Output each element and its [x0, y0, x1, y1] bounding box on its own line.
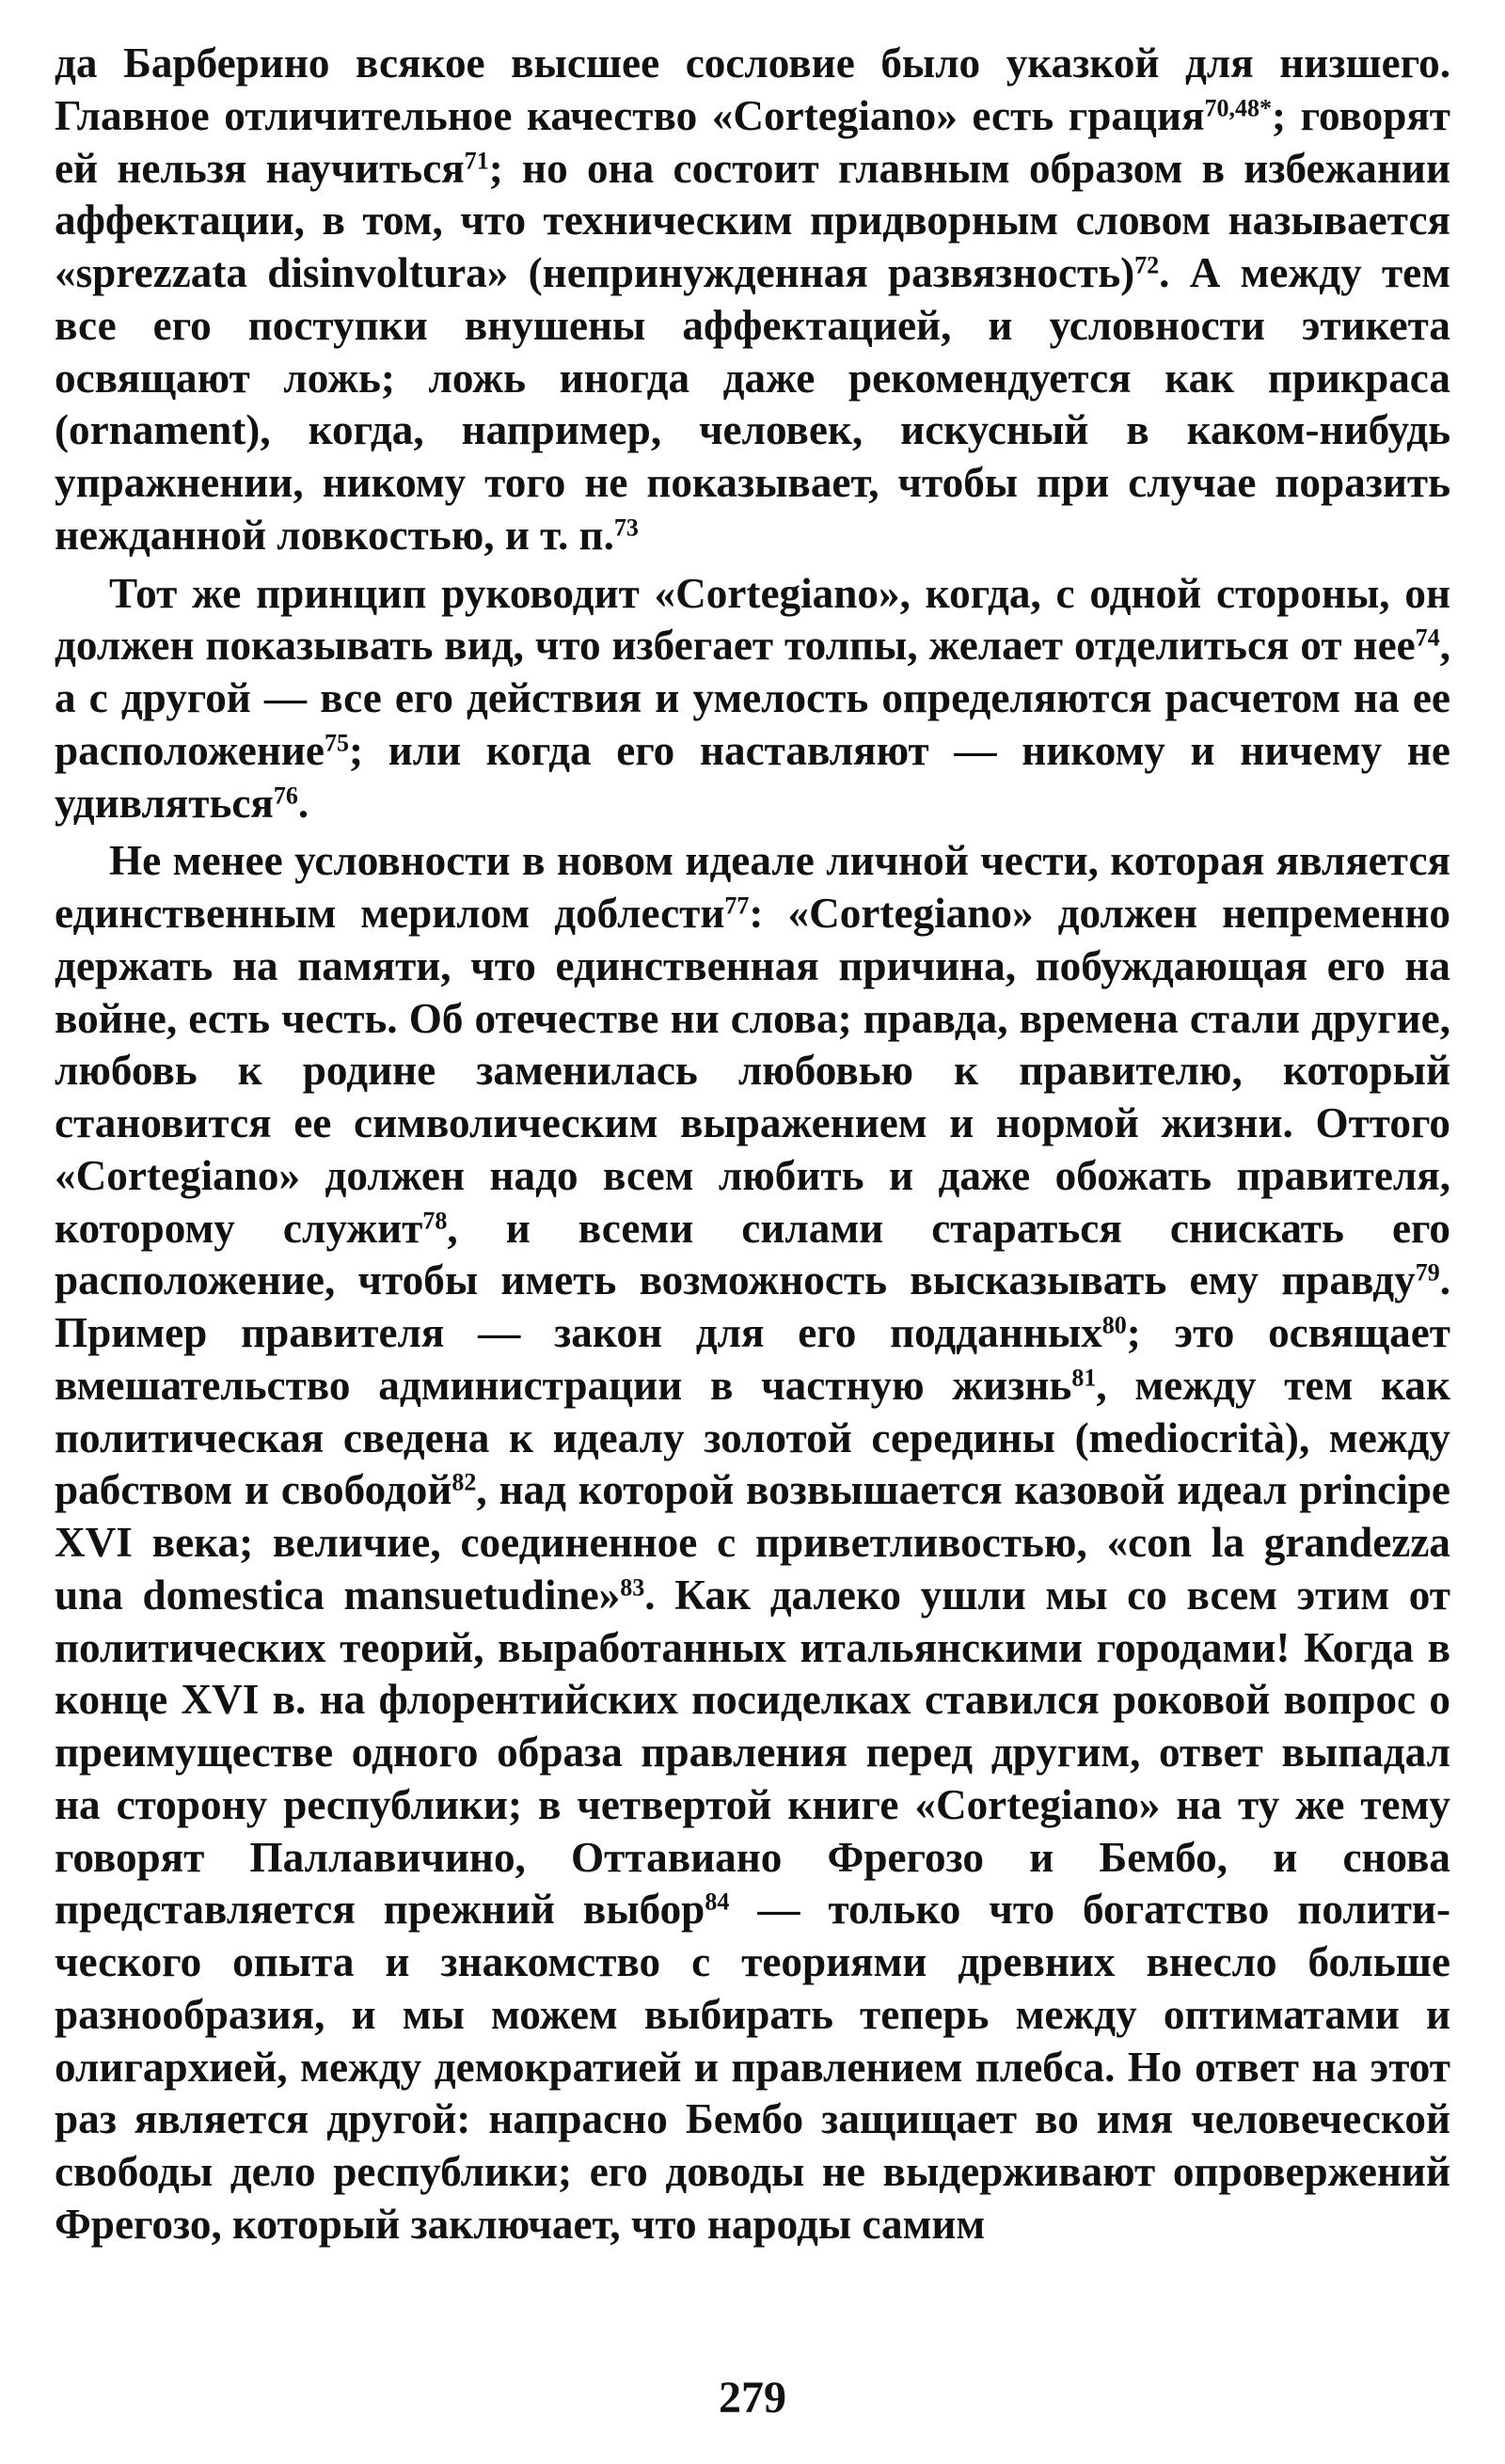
footnote-ref: 74	[1415, 624, 1440, 652]
page-number: 279	[719, 2373, 786, 2423]
footnote-ref: 72	[1134, 251, 1160, 279]
footnote-ref: 71	[464, 147, 489, 175]
footnote-ref: 78	[422, 1207, 448, 1235]
text-run: , и всеми силами стараться снискать его расположение, чтобы иметь возможность высказывать ему правду	[55, 1204, 1450, 1304]
footnote-ref: 73	[613, 513, 639, 542]
text-run: . Пример правителя — закон для его подданных	[55, 1256, 1450, 1356]
text-run: да Барберино всякое высшее сословие было указкой для низшего. Главное отличительное качество «Cortegiano» есть грация	[55, 39, 1450, 139]
text-run: ; это освящает вмешательство администрации в частную жизнь	[55, 1309, 1450, 1409]
footnote-ref: 77	[724, 892, 750, 920]
footnote-ref: 83	[620, 1573, 645, 1602]
paragraph	[55, 38, 1450, 562]
text-run: .	[297, 779, 309, 827]
text-run: ; говорят ей нельзя научиться	[55, 91, 1450, 192]
text-run: ; или когда его наставляют — никому и ничему не удивляться	[55, 726, 1450, 827]
text-run: ; но она состоит главным образом в избежании аффектации, в том, что техническим придворным словом называется «sprezzata disinvoltura» (непринужденная развязность)	[55, 144, 1450, 296]
paragraph	[55, 835, 1450, 2251]
footnote-ref: 70,48*	[1204, 94, 1273, 122]
text-run: . А между тем все его поступки внушены аффектацией, и условности этикета освящают ложь; ложь иногда даже рекомендуется как прикраса (ornament), когда, например, человек, искусный в каком-нибудь упражнении, никому того не показывает, чтобы при случае поразить нежданной ловкостью, и т. п.	[55, 249, 1450, 559]
footnote-ref: 81	[1071, 1364, 1097, 1392]
text-run: Тот же принцип руководит «Cortegiano», когда, с одной стороны, он должен показывать вид, что избегает толпы, желает отделиться от нее	[55, 569, 1450, 670]
footnote-ref: 80	[1101, 1311, 1127, 1339]
text-run: . Как далеко ушли мы со всем этим от политических теорий, выработанных итальянскими городами! Когда в конце XVI в. на флорентийских посиделках ставился роковой вопрос о преимуществе одного образа правления перед другим, ответ выпадал на сторону республики; в четвертой книге «Cortegiano» на ту же тему говорят Паллавичино, Оттавиано Фрегозо и Бембо, и снова представляется прежний выбор	[55, 1571, 1450, 1934]
footnote-ref: 84	[705, 1887, 730, 1916]
text-run: Не менее условности в новом идеале личной чести, которая является единственным мерилом доблести	[55, 837, 1450, 937]
paragraph	[55, 568, 1450, 830]
footnote-ref: 82	[452, 1468, 477, 1496]
text-run: , между тем как политическая сведена к идеалу золотой середины (mediocrità), между рабством и свободой	[55, 1361, 1450, 1514]
text-run: : «Cortegiano» должен непременно держать на памяти, что единственная причина, побуждающая его на войне, есть честь. Об отечестве ни слова; правда, времена стали другие, любовь к родине заменилась любовью к правителю, который становится ее символическим выражением и нормой жизни. Оттого «Cortegiano» должен надо всем любить и даже обожать правителя, которому служит	[55, 890, 1450, 1252]
text-run: , над которой возвышается казовой идеал principe XVI века; величие, соединенное с приветливостью, «con la grandezza una domestica mansuetudine»	[55, 1466, 1450, 1619]
text-run: — только что богатство политического опыта и знакомство с теориями древних внесло больше разнообразия, и мы можем выбирать теперь между оптиматами и олигархией, между демократией и правлением плебса. Но ответ на этот раз является другой: напрасно Бембо защищает во имя человеческой свободы дело республики; его доводы не выдерживают опровержений Фрегозо, который заключает, что народы самим	[55, 1886, 1450, 2248]
footnote-ref: 75	[325, 729, 349, 757]
footnote-ref: 76	[273, 782, 298, 810]
text-run: , а с другой — все его действия и умелость определяются расчетом на ее расположение	[55, 622, 1450, 774]
page-body	[55, 38, 1450, 2251]
footnote-ref: 79	[1415, 1258, 1440, 1287]
